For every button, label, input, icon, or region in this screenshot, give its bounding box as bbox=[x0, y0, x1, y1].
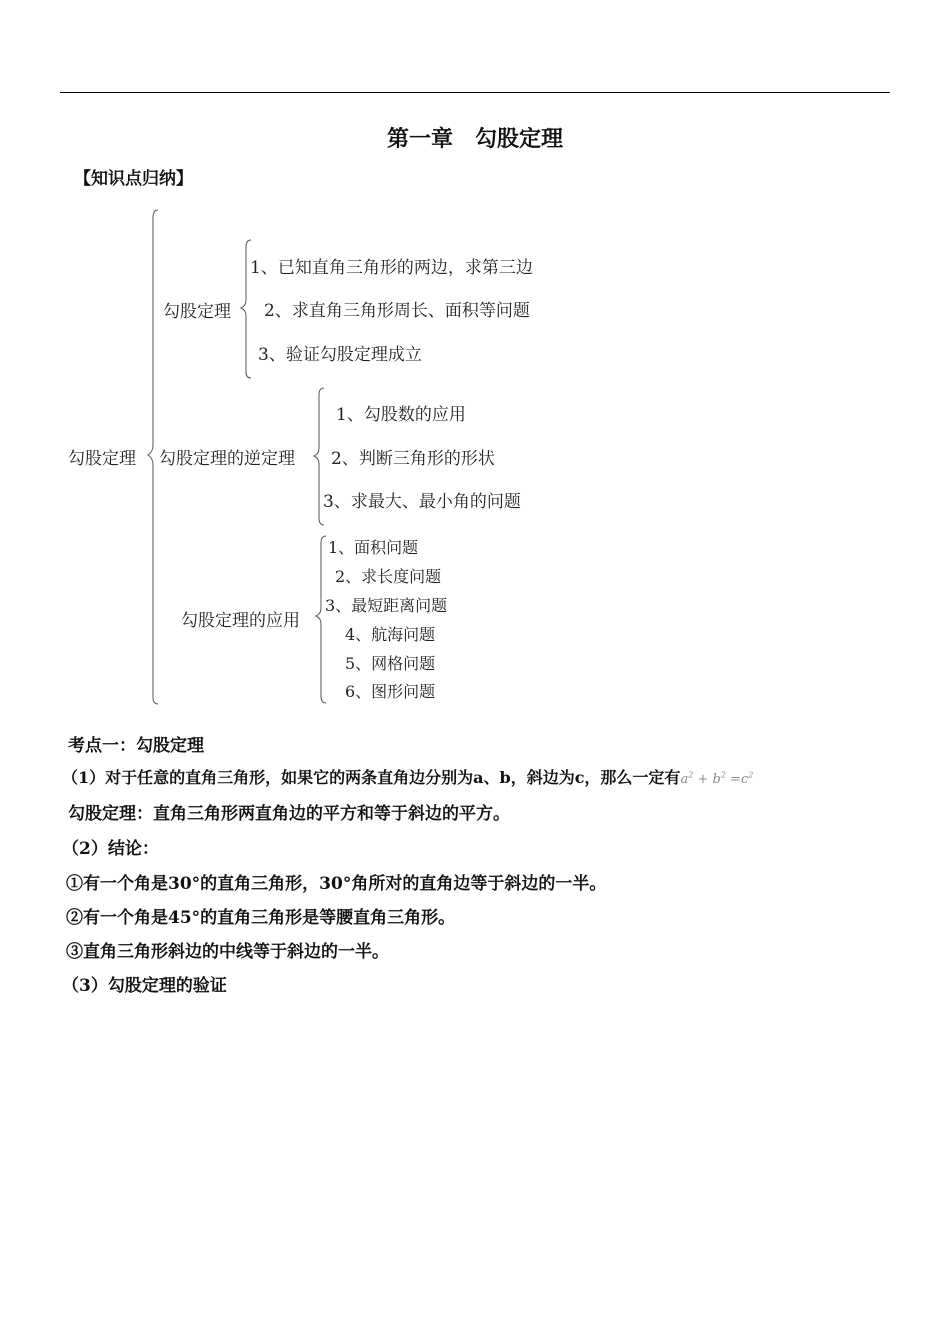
tree-root-label: 勾股定理 bbox=[68, 449, 136, 469]
kaodian-line-4: ①有一个角是30°的直角三角形，30°角所对的直角边等于斜边的一半。 bbox=[66, 874, 607, 894]
branch2-item: 3、求最大、最小角的问题 bbox=[323, 492, 521, 512]
branch2-item: 1、勾股数的应用 bbox=[336, 405, 466, 425]
branch3-item: 3、最短距离问题 bbox=[325, 596, 448, 615]
branch3-label: 勾股定理的应用 bbox=[181, 611, 300, 631]
kaodian-line-5: ②有一个角是45°的直角三角形是等腰直角三角形。 bbox=[66, 908, 456, 928]
branch3-item: 2、求长度问题 bbox=[335, 567, 442, 586]
kaodian-line-1 bbox=[62, 765, 753, 788]
section-heading: 【知识点归纳】 bbox=[74, 169, 193, 189]
root-brace bbox=[148, 210, 158, 704]
branch1-label: 勾股定理 bbox=[163, 302, 231, 322]
kaodian-line-2: 勾股定理：直角三角形两直角边的平方和等于斜边的平方。 bbox=[68, 804, 510, 824]
branch3-item: 4、航海问题 bbox=[345, 625, 436, 644]
kaodian-line-1-text: （1）对于任意的直角三角形，如果它的两条直角边分别为a、b，斜边为c，那么一定有 bbox=[62, 768, 681, 787]
pythagorean-formula: $a^2 + b^2 =c^2$ bbox=[680, 770, 754, 787]
branch1-item: 1、已知直角三角形的两边，求第三边 bbox=[250, 258, 533, 278]
page-title: 第一章 勾股定理 bbox=[386, 126, 563, 152]
kaodian-line-3: （2）结论： bbox=[62, 839, 159, 859]
branch3-item: 5、网格问题 bbox=[345, 654, 436, 673]
branch2-item: 2、判断三角形的形状 bbox=[331, 449, 495, 469]
kaodian-heading: 考点一：勾股定理 bbox=[68, 736, 204, 756]
branch3-item: 1、面积问题 bbox=[328, 538, 419, 557]
branch1-item: 3、验证勾股定理成立 bbox=[258, 345, 422, 365]
branch3-brace bbox=[316, 536, 326, 703]
branch1-item: 2、求直角三角形周长、面积等问题 bbox=[264, 301, 530, 321]
branch3-item: 6、图形问题 bbox=[345, 682, 436, 701]
branch2-label: 勾股定理的逆定理 bbox=[159, 449, 295, 469]
kaodian-line-7: （3）勾股定理的验证 bbox=[62, 976, 227, 996]
kaodian-line-6: ③直角三角形斜边的中线等于斜边的一半。 bbox=[66, 942, 389, 962]
